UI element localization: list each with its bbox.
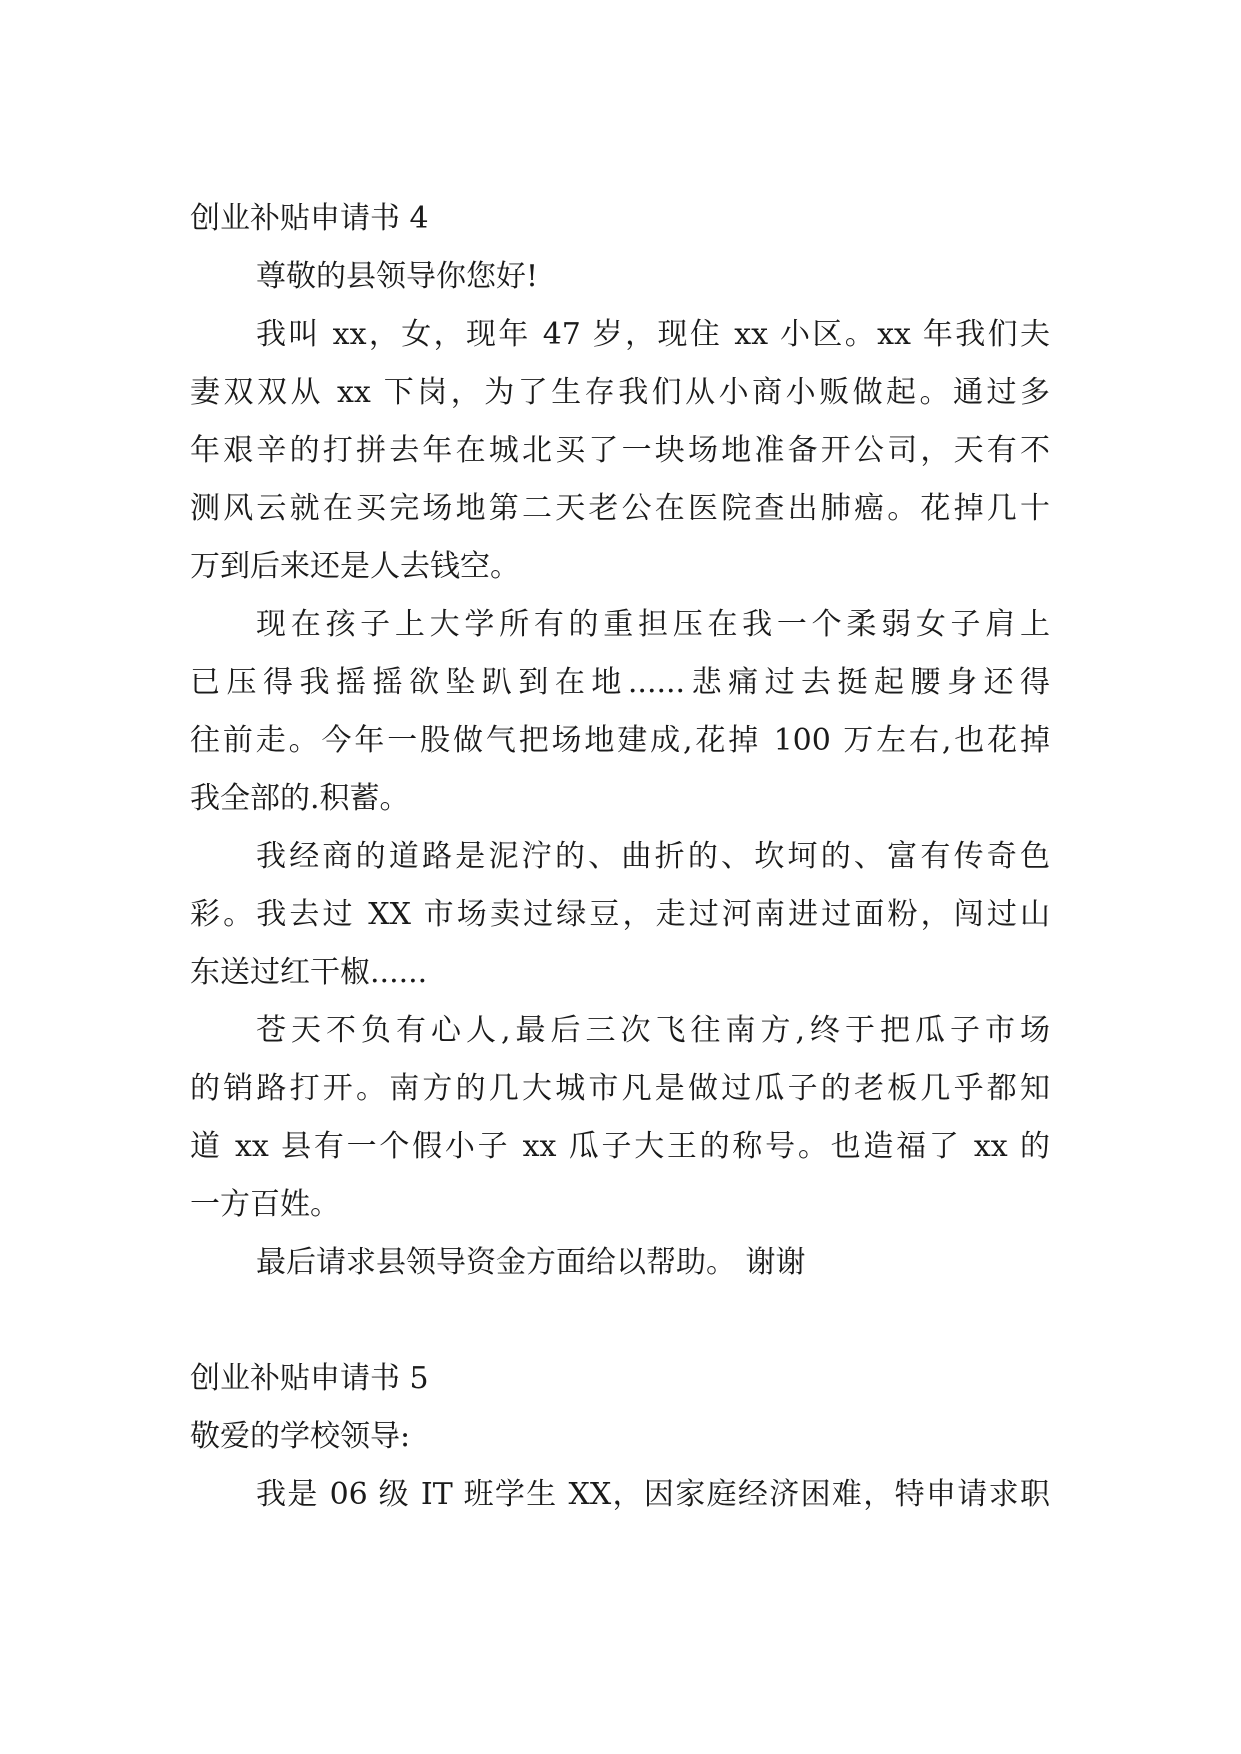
text-line: 往前走。今年一股做气把场地建成,花掉 100 万左右,也花掉 — [190, 723, 1050, 758]
text-line: 万到后来还是人去钱空。 — [190, 549, 520, 584]
text-line: 苍天不负有心人,最后三次飞往南方,终于把瓜子市场 — [256, 1013, 1050, 1048]
paragraph — [190, 1002, 1050, 1234]
paragraph — [190, 1466, 1050, 1524]
document-page — [190, 190, 1050, 1524]
text-line: 我全部的.积蓄。 — [190, 781, 410, 816]
salutation: 敬爱的学校领导: — [190, 1419, 411, 1454]
text-line: 我是 06 级 IT 班学生 XX，因家庭经济困难，特申请求职 — [256, 1477, 1050, 1512]
closing-line: 最后请求县领导资金方面给以帮助。 谢谢 — [256, 1245, 806, 1280]
text-line: 妻双双从 xx 下岗，为了生存我们从小商小贩做起。通过多 — [190, 375, 1050, 410]
text-line: 年艰辛的打拼去年在城北买了一块场地准备开公司，天有不 — [190, 433, 1050, 468]
text-line: 我叫 xx，女，现年 47 岁，现住 xx 小区。xx 年我们夫 — [256, 317, 1050, 352]
paragraph — [190, 828, 1050, 1002]
section-title: 创业补贴申请书 4 — [190, 201, 429, 236]
salutation: 尊敬的县领导你您好! — [256, 259, 539, 294]
text-line: 已压得我摇摇欲坠趴到在地......悲痛过去挺起腰身还得 — [190, 665, 1050, 700]
paragraph — [190, 596, 1050, 828]
text-line: 东送过红干椒...... — [190, 955, 428, 990]
paragraph — [190, 306, 1050, 596]
text-line: 的销路打开。南方的几大城市凡是做过瓜子的老板几乎都知 — [190, 1071, 1050, 1106]
section-spacer — [190, 1292, 1050, 1350]
text-line: 彩。我去过 XX 市场卖过绿豆，走过河南进过面粉，闯过山 — [190, 897, 1050, 932]
text-line: 现在孩子上大学所有的重担压在我一个柔弱女子肩上 — [256, 607, 1050, 642]
text-line: 测风云就在买完场地第二天老公在医院查出肺癌。花掉几十 — [190, 491, 1050, 526]
text-line: 我经商的道路是泥泞的、曲折的、坎坷的、富有传奇色 — [256, 839, 1050, 874]
text-line: 一方百姓。 — [190, 1187, 340, 1222]
section-title: 创业补贴申请书 5 — [190, 1361, 429, 1396]
text-line: 道 xx 县有一个假小子 xx 瓜子大王的称号。也造福了 xx 的 — [190, 1129, 1050, 1164]
